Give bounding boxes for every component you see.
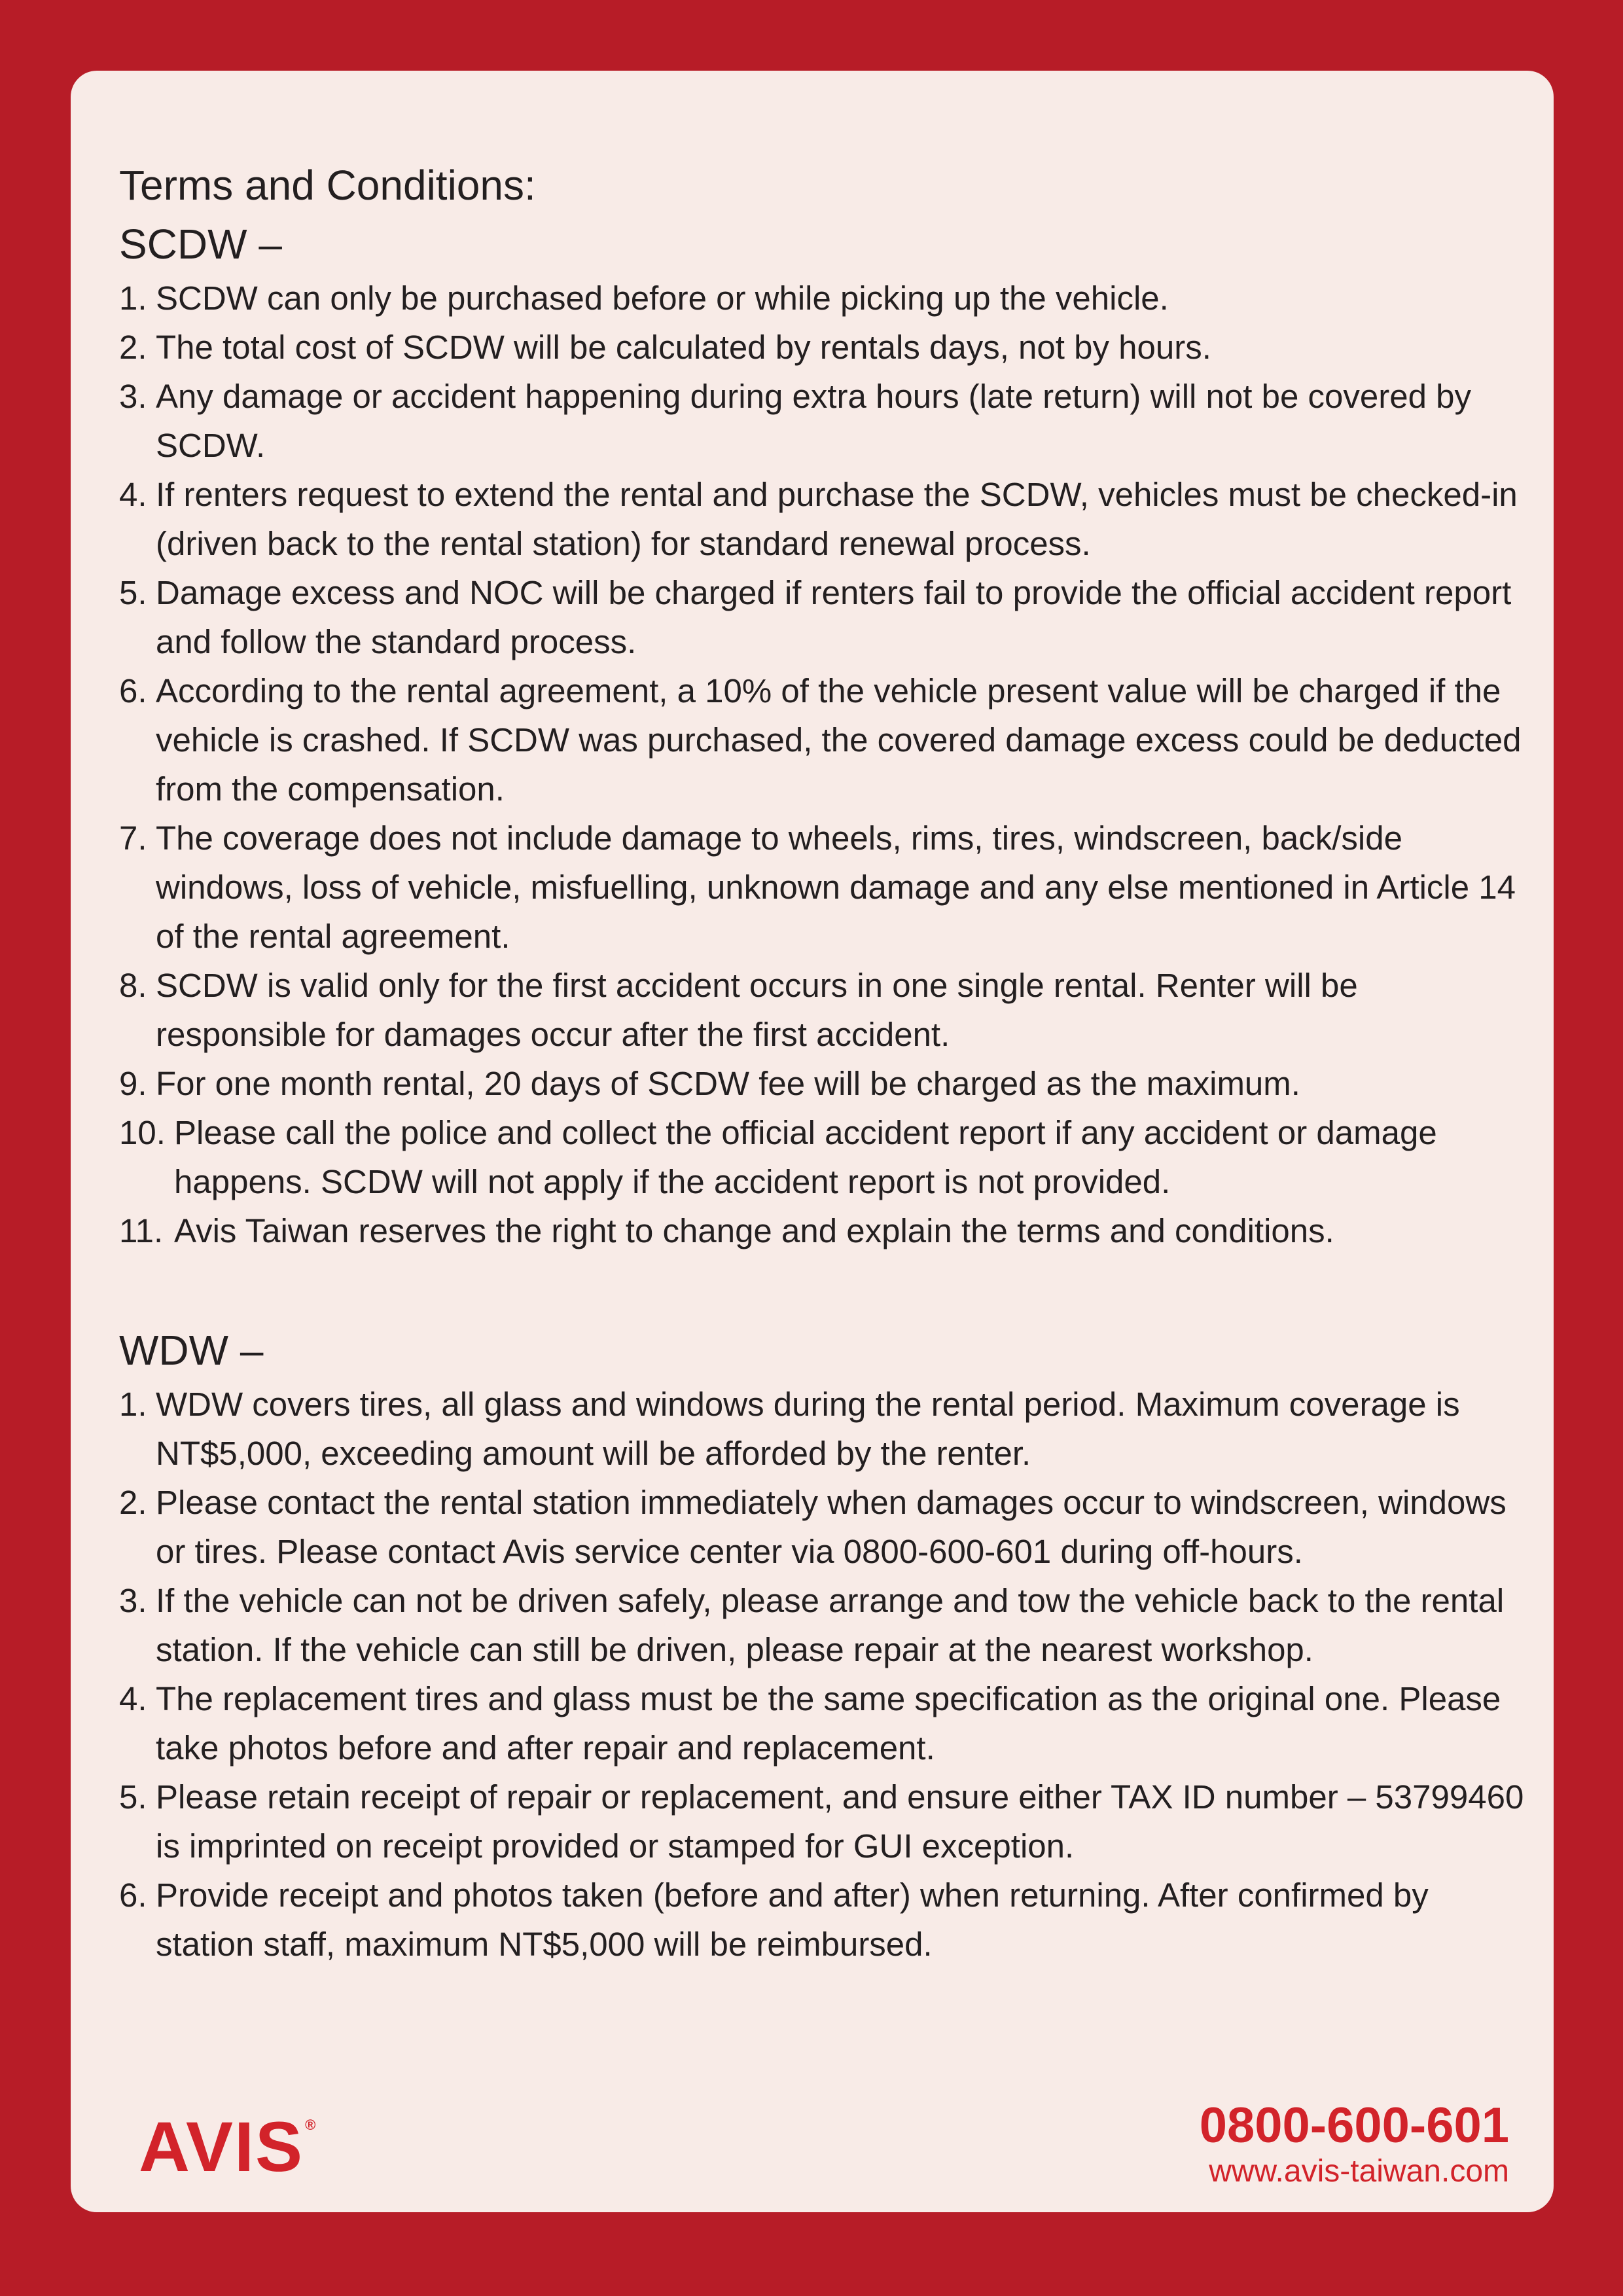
term-text: If the vehicle can not be driven safely, please arrange and tow the vehicle back to the rental station. If the vehicle can still be driven, please repair at the nearest workshop. — [156, 1582, 1505, 1668]
term-item — [119, 323, 1533, 372]
term-number: 8. — [119, 967, 147, 1004]
term-text: The total cost of SCDW will be calculated by rentals days, not by hours. — [156, 329, 1211, 366]
term-number: 2. — [119, 329, 147, 366]
term-item — [119, 666, 1533, 814]
term-text: Damage excess and NOC will be charged if renters fail to provide the official accident report and follow the standard process. — [156, 574, 1512, 660]
term-item — [119, 1380, 1533, 1478]
term-number: 4. — [119, 476, 147, 513]
term-text: For one month rental, 20 days of SCDW fee will be charged as the maximum. — [156, 1065, 1300, 1102]
term-text: Any damage or accident happening during extra hours (late return) will not be covered by SCDW. — [156, 378, 1471, 464]
term-number: 5. — [119, 1778, 147, 1816]
term-number: 6. — [119, 672, 147, 709]
contact-info — [1200, 2098, 1509, 2190]
term-number: 2. — [119, 1484, 147, 1521]
avis-logo-text: AVIS — [139, 2107, 304, 2186]
term-text: Please call the police and collect the official accident report if any accident or damage happens. SCDW will not apply if the accident report is not provided. — [174, 1114, 1437, 1200]
terms-content — [119, 156, 1533, 1969]
term-text: The replacement tires and glass must be the same specification as the original one. Please take photos before and after repair and replacement. — [156, 1680, 1501, 1767]
scdw-section-title: SCDW – — [119, 221, 282, 268]
registered-mark: ® — [305, 2117, 317, 2133]
term-number: 6. — [119, 1876, 147, 1914]
term-text: The coverage does not include damage to wheels, rims, tires, windscreen, back/side windows, loss of vehicle, misfuelling, unknown damage and any else mentioned in Article 14 of the rental agreement. — [156, 819, 1516, 955]
term-item — [119, 961, 1533, 1059]
section-spacer — [119, 1255, 1533, 1321]
term-number: 1. — [119, 1386, 147, 1423]
term-item — [119, 1059, 1533, 1108]
term-number: 3. — [119, 1582, 147, 1619]
term-text: Please contact the rental station immediately when damages occur to windscreen, windows or tires. Please contact Avis service center via 0800-600-601 during off-hours. — [156, 1484, 1507, 1570]
term-item — [119, 1674, 1533, 1772]
term-text: WDW covers tires, all glass and windows during the rental period. Maximum coverage is NT$5,000, exceeding amount will be afforded by the renter. — [156, 1386, 1460, 1472]
term-text: Avis Taiwan reserves the right to change and explain the terms and conditions. — [174, 1212, 1334, 1249]
term-number: 10. — [119, 1114, 166, 1151]
term-item — [119, 1108, 1533, 1206]
term-item — [119, 274, 1533, 323]
term-number: 4. — [119, 1680, 147, 1717]
term-item — [119, 1576, 1533, 1674]
term-item — [119, 1206, 1533, 1255]
term-number: 1. — [119, 279, 147, 317]
phone-number[interactable]: 0800-600-601 — [1199, 2098, 1509, 2153]
term-item — [119, 568, 1533, 666]
scdw-terms-list — [119, 274, 1533, 1255]
term-number: 11. — [119, 1212, 164, 1249]
term-item — [119, 1772, 1533, 1871]
term-text: Provide receipt and photos taken (before and after) when returning. After confirmed by station staff, maximum NT$5,000 will be reimbursed. — [156, 1876, 1429, 1963]
term-text: SCDW is valid only for the first accident occurs in one single rental. Renter will be responsible for damages occur after the first accident. — [156, 967, 1358, 1053]
wdw-terms-list — [119, 1380, 1533, 1969]
term-number: 7. — [119, 819, 147, 857]
terms-card — [71, 71, 1554, 2212]
term-item — [119, 470, 1533, 568]
term-text: According to the rental agreement, a 10% of the vehicle present value will be charged if the vehicle is crashed. If SCDW was purchased, the covered damage excess could be deducted from the compensation. — [156, 672, 1522, 808]
term-item — [119, 372, 1533, 470]
term-number: 5. — [119, 574, 147, 611]
term-item — [119, 1871, 1533, 1969]
term-text: If renters request to extend the rental and purchase the SCDW, vehicles must be checked-in (driven back to the rental station) for standard renewal process. — [156, 476, 1518, 562]
page-title: Terms and Conditions: — [119, 162, 536, 209]
wdw-section-title: WDW – — [119, 1327, 264, 1374]
avis-logo — [139, 2107, 317, 2186]
term-item — [119, 814, 1533, 961]
term-number: 3. — [119, 378, 147, 415]
term-item — [119, 1478, 1533, 1576]
term-number: 9. — [119, 1065, 147, 1102]
website-link[interactable]: www.avis-taiwan.com — [1209, 2154, 1509, 2189]
term-text: Please retain receipt of repair or replacement, and ensure either TAX ID number – 53799460 is imprinted on receipt provided or stamped for GUI exception. — [156, 1778, 1524, 1865]
term-text: SCDW can only be purchased before or while picking up the vehicle. — [156, 279, 1169, 317]
